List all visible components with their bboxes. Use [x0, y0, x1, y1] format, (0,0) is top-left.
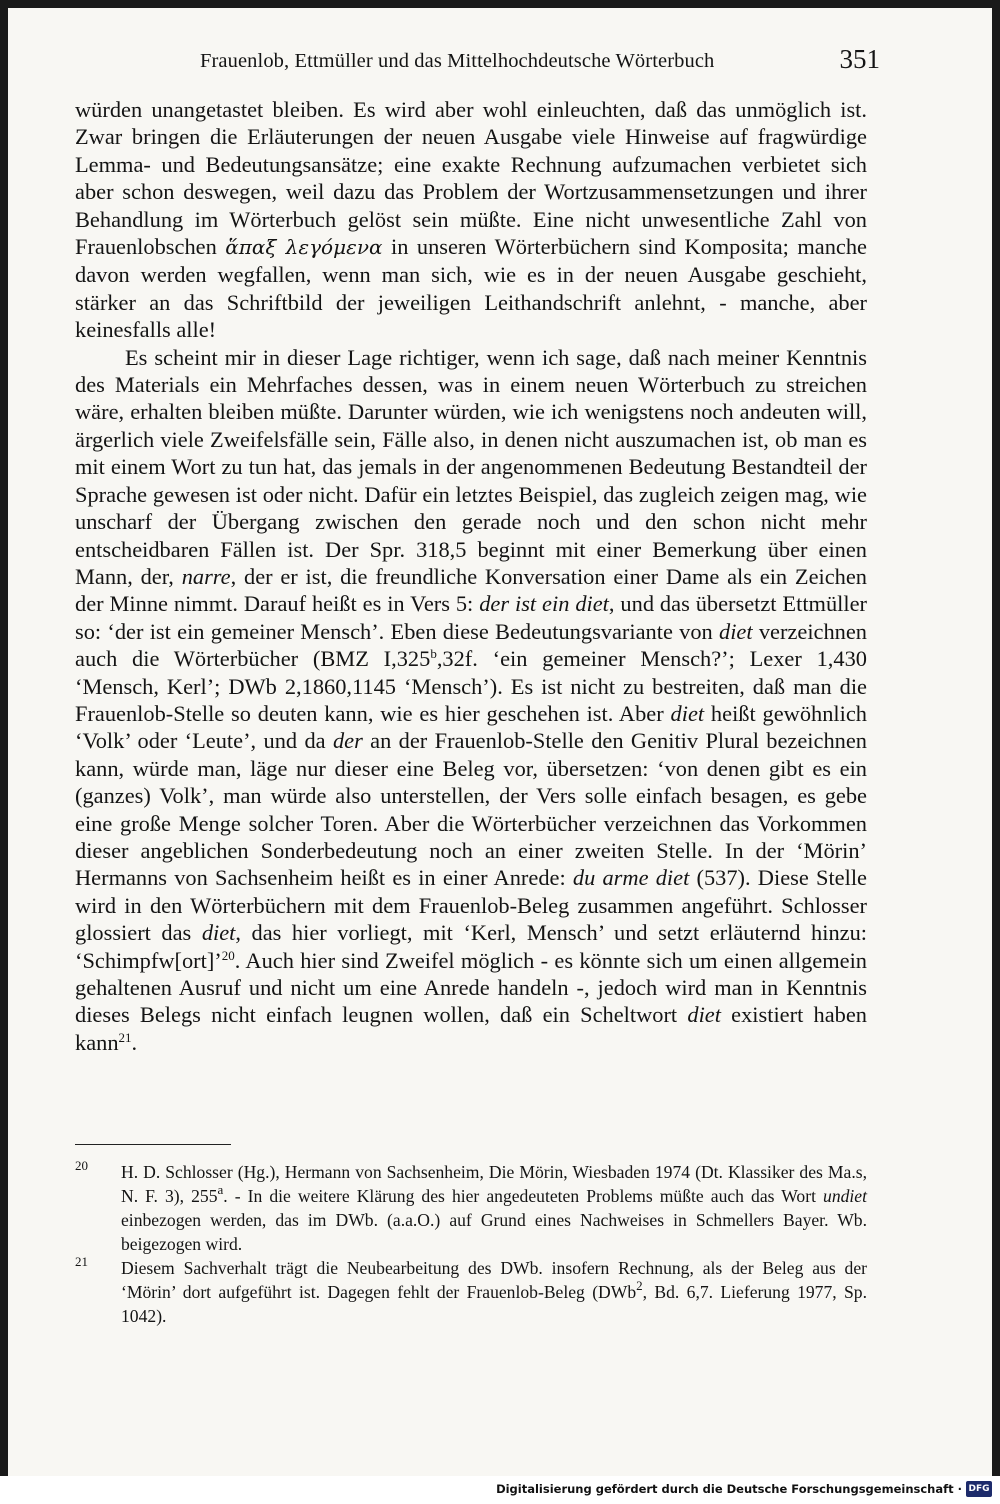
page-number: 351	[839, 44, 880, 74]
italic-term: diet	[719, 618, 753, 644]
italic-term: narre	[181, 563, 231, 589]
italic-term: diet	[687, 1002, 721, 1028]
italic-quote: du arme diet	[572, 865, 690, 891]
footnote-20: 20 H. D. Schlosser (Hg.), Hermann von Sachsenheim, Die Mörin, Wiesbaden 1974 (Dt. Klassiker des Ma.s, N. F. 3), 255$^a$. - In die weitere Klärung des hier angedeuteten Problems müßte auch das Wort undiet einbezogen werden, das im DWb. (a.a.O.) auf Grund eines Nachweises in Schmellers Bayer. Wb. beigezogen wird.	[75, 1160, 867, 1256]
italic-term: diet	[670, 700, 705, 726]
italic-term: undiet	[823, 1186, 867, 1206]
footnote-21: 21 Diesem Sachverhalt trägt die Neubearbeitung des DWb. insofern Rechnung, als der Beleg aus der ‘Mörin’ dort aufgeführt ist. Dagegen fehlt der Frauenlob-Beleg (DWb$^2$, Bd. 6,7. Lieferung 1977, Sp. 1042).	[75, 1256, 867, 1328]
running-title: Frauenlob, Ettmüller und das Mittelhochdeutsche Wörterbuch	[200, 50, 715, 72]
footnote-divider	[75, 1144, 231, 1145]
dfg-logo: DFG	[966, 1481, 992, 1497]
superscript: a	[217, 1182, 224, 1197]
greek-phrase: ἅπαξ λεγόμενα	[225, 235, 383, 260]
italic-term: der	[332, 728, 363, 754]
footnote-ref-20[interactable]: 20	[221, 947, 235, 963]
superscript: b	[430, 646, 437, 662]
digitization-footer	[0, 1476, 1000, 1504]
paragraph-1: würden unangetastet bleiben. Es wird aber wohl einleuchten, daß das unmöglich ist. Zwar bringen die Erläuterungen der neuen Ausgabe viele Hinweise auf fragwürdige Lemma- und Bedeutungsansätze; eine exakte Rechnung aufzumachen verbietet sich aber schon deswegen, weil dazu das Problem der Wortzusammensetzungen und ihrer Behandlung im Wörterbuch gelöst sein müßte. Eine nicht unwesentliche Zahl von Frauenlobschen ἅπαξ λεγόμενα in unseren Wörterbüchern sind Komposita; manche davon werden wegfallen, wenn man sich, wie es in der neuen Ausgabe geschieht, stärker an das Schriftbild der jeweiligen Leithandschrift anlehnt, - manche, aber keinesfalls alle!	[75, 97, 867, 343]
book-page	[8, 8, 992, 1476]
italic-term: diet	[201, 920, 236, 946]
main-text	[75, 96, 867, 1056]
running-head	[200, 44, 880, 84]
paragraph-2: Es scheint mir in dieser Lage richtiger, wenn ich sage, daß nach meiner Kenntnis des Materials ein Mehrfaches dessen, was in einem neuen Wörterbuch zu streichen wäre, erhalten bleiben müßte. Darunter würden, wie ich wenigstens noch andeuten will, ärgerlich viele Zweifelsfälle sein, Fälle also, in denen nicht auszumachen ist, ob man es mit einem Wort zu tun hat, das jemals in der angenommenen Bedeutung Bestandteil der Sprache gewesen ist oder nicht. Dafür ein letztes Beispiel, das zugleich zeigen mag, wie unscharf der Übergang zwischen den gerade noch und den schon nicht mehr entscheidbaren Fällen ist. Der Spr. 318,5 beginnt mit einer Bemerkung über einen Mann, der, narre, der er ist, die freundliche Konversation einer Dame als ein Zeichen der Minne nimmt. Darauf heißt es in Vers 5: der ist ein diet, und das übersetzt Ettmüller so: ‘der ist ein gemeiner Mensch’. Eben diese Bedeutungsvariante von diet verzeichnen auch die Wörterbücher (BMZ I,325$^b$,32f. ‘ein gemeiner Mensch?’; Lexer 1,430 ‘Mensch, Kerl’; DWb 2,1860,1145 ‘Mensch’). Es ist nicht zu bestreiten, daß man die Frauenlob-Stelle so deuten kann, wie es hier geschehen ist. Aber diet heißt gewöhnlich ‘Volk’ oder ‘Leute’, und da der an der Frauenlob-Stelle den Genitiv Plural bezeichnen kann, würde man, läge nur dieser eine Beleg vor, übersetzen: ‘von denen gibt es ein (ganzes) Volk’, man würde also unterstellen, der Vers solle einfach besagen, es gebe eine große Menge solcher Toren. Aber die Wörterbücher verzeichnen das Vorkommen dieser angeblichen Sonderbedeutung noch an einer zweiten Stelle. In der ‘Mörin’ Hermanns von Sachsenheim heißt es in einer Anrede: du arme diet (537). Diese Stelle wird in den Wörterbüchern mit dem Frauenlob-Beleg zusammen angeführt. Schlosser glossiert das diet, das hier vorliegt, mit ‘Kerl, Mensch’ und setzt erläuternd hinzu: ‘Schimpfw[ort]’$^{20}$. Auch hier sind Zweifel möglich - es könnte sich um einen allgemein gehaltenen Ausruf und nicht um eine Anrede handeln -, jedoch wird man in Kenntnis dieses Belegs nicht einfach leugnen wollen, daß ein Scheltwort diet existiert haben kann$^{21}$.	[75, 344, 868, 1055]
italic-quote: der ist ein diet	[479, 591, 609, 617]
footnote-number: 20	[75, 1158, 88, 1173]
funding-credit: Digitalisierung gefördert durch die Deutsche Forschungsgemeinschaft ·	[496, 1482, 962, 1496]
footnote-ref-21[interactable]: 21	[118, 1029, 132, 1045]
footnote-number: 21	[75, 1254, 88, 1269]
footnotes	[75, 1160, 867, 1328]
superscript: 2	[636, 1278, 643, 1293]
